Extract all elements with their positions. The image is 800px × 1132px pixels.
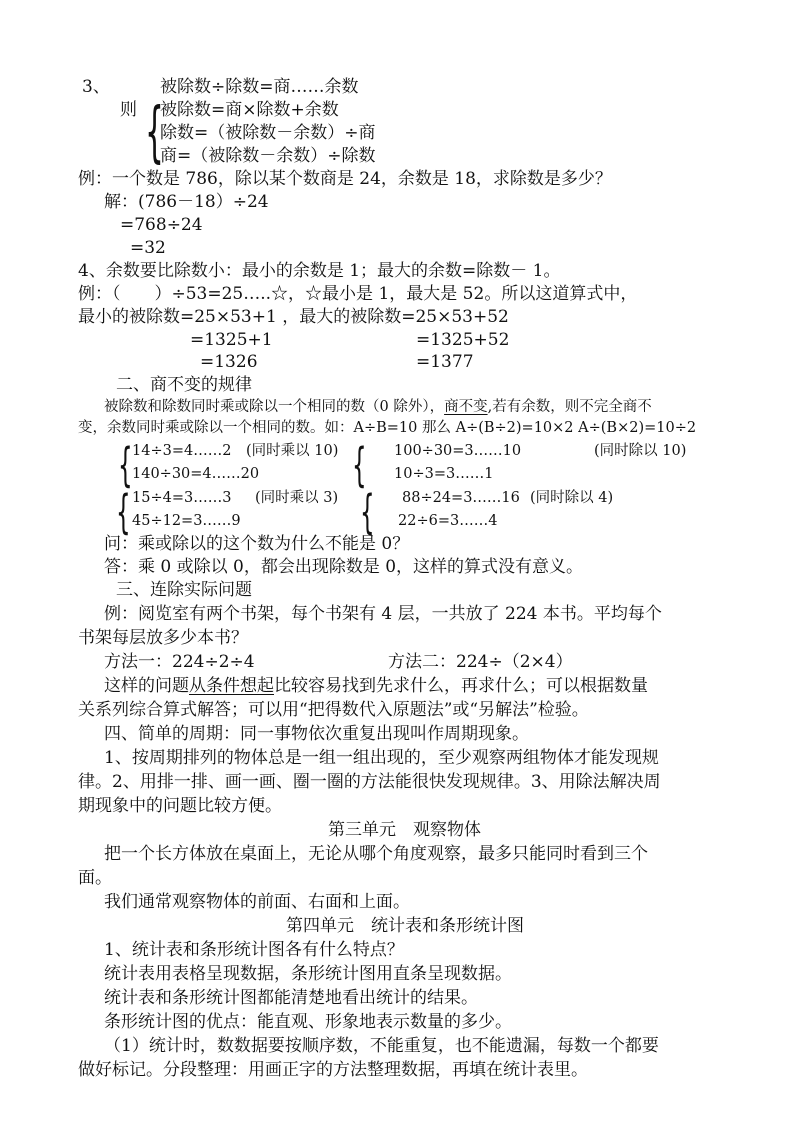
paragraph-line: 我们通常观察物体的前面、右面和上面。 (104, 892, 410, 912)
paragraph-line: （1）统计时，数数据要按顺序数，不能重复，也不能遗漏，每数一个都要 (104, 1036, 659, 1056)
calc-line: =1325+52 (416, 330, 510, 350)
question-line: 问：乘或除以的这个数为什么不能是 0？ (104, 534, 410, 554)
calc-line: =1325+1 (190, 330, 273, 350)
paragraph-line: 做好标记。分段整理：用画正字的方法整理数据，再填在统计表里。 (78, 1060, 588, 1080)
left-brace: { (145, 93, 164, 170)
solution-line: =768÷24 (120, 215, 203, 235)
paragraph-line: 统计表用表格呈现数据，条形统计图用直条呈现数据。 (104, 964, 512, 984)
calc-line: =1326 (200, 352, 258, 372)
formula-line: 被除数÷除数=商……余数 (160, 77, 359, 97)
section-heading: 四、简单的周期：同一事物依次重复出现叫作周期现象。 (104, 724, 529, 744)
paragraph-line: 被除数和除数同时乘或除以一个相同的数（0 除外），商不变,若有余数，则不完全商不 (104, 399, 652, 415)
answer-line: 答：乘 0 或除以 0，都会出现除数是 0，这样的算式没有意义。 (104, 557, 584, 577)
equation: 14÷3=4……2 (132, 443, 232, 459)
equation-note: (同时乘以 10) (246, 443, 339, 459)
equation: 10÷3=3……1 (394, 466, 494, 482)
paragraph-line: 变，余数同时乘或除以一个相同的数。如：A÷B=10 那么 A÷(B÷2)=10×2 A÷(B×2)=10÷2 (78, 420, 697, 436)
item-number: 3、 (82, 77, 110, 97)
question-line: 1、统计表和条形统计图各有什么特点？ (104, 940, 404, 960)
equation: 88÷24=3……16 (402, 490, 520, 506)
method-one: 方法一：224÷2÷4 (104, 652, 255, 672)
solution-line: =32 (130, 238, 166, 258)
paragraph-line: 1、按周期排列的物体总是一组一组出现的，至少观察两组物体才能发现规 (104, 748, 659, 768)
unit-title: 第三单元 观察物体 (328, 820, 481, 840)
section-heading: 二、商不变的规律 (116, 375, 252, 395)
example-line: 例：阅览室有两个书架，每个书架有 4 层，一共放了 224 本书。平均每个 (104, 604, 662, 624)
rule-line: 4、余数要比除数小：最小的余数是 1；最大的余数=除数－ 1。 (78, 261, 561, 281)
paragraph-line: 期现象中的问题比较方便。 (78, 796, 282, 816)
example-line: 例：（ ）÷53=25…..☆，☆最小是 1，最大是 52。所以这道算式中， (78, 284, 638, 304)
solution-line: 解：(786－18）÷24 (104, 192, 269, 212)
example-question: 例：一个数是 786，除以某个数商是 24，余数是 18，求除数是多少？ (78, 169, 612, 189)
left-brace: { (116, 485, 131, 539)
formula-line: 商=（被除数－余数）÷除数 (160, 146, 376, 166)
equation: 22÷6=3……4 (398, 513, 498, 529)
paragraph-line: 条形统计图的优点：能直观、形象地表示数量的多少。 (104, 1012, 512, 1032)
paragraph-line: 律。2、用排一排、画一画、圈一圈的方法能很快发现规律。3、用除法解决周 (78, 772, 661, 792)
example-line: 书架每层放多少本书？ (78, 628, 248, 648)
paragraph-line: 统计表和条形统计图都能清楚地看出统计的结果。 (104, 988, 478, 1008)
example-line: 最小的被除数=25×53+1 ，最大的被除数=25×53+52 (78, 307, 509, 327)
paragraph-line: 把一个长方体放在桌面上，无论从哪个角度观察，最多只能同时看到三个 (104, 844, 648, 864)
formula-line: 被除数=商×除数+余数 (160, 100, 339, 120)
equation: 45÷12=3……9 (132, 513, 241, 529)
left-brace: { (352, 438, 367, 492)
unit-title: 第四单元 统计表和条形统计图 (286, 916, 524, 936)
paragraph-line: 这样的问题从条件想起比较容易找到先求什么，再求什么；可以根据数量 (104, 676, 648, 696)
formula-line: 除数=（被除数－余数）÷商 (160, 123, 376, 143)
paragraph-line: 面。 (78, 868, 112, 888)
calc-line: =1377 (416, 352, 474, 372)
section-heading: 三、连除实际问题 (116, 580, 252, 600)
left-brace: { (360, 485, 375, 539)
equation-note: (同时除以 10) (594, 443, 687, 459)
then-word: 则 (120, 100, 137, 120)
equation-note: (同时乘以 3) (255, 490, 339, 506)
left-brace: { (118, 438, 133, 492)
equation-note: (同时除以 4) (530, 490, 614, 506)
method-two: 方法二：224÷（2×4） (388, 652, 573, 672)
equation: 15÷4=3……3 (132, 490, 232, 506)
equation: 140÷30=4……20 (132, 466, 260, 482)
paragraph-line: 关系列综合算式解答；可以用“把得数代入原题法”或“另解法”检验。 (78, 700, 589, 720)
equation: 100÷30=3……10 (394, 443, 522, 459)
